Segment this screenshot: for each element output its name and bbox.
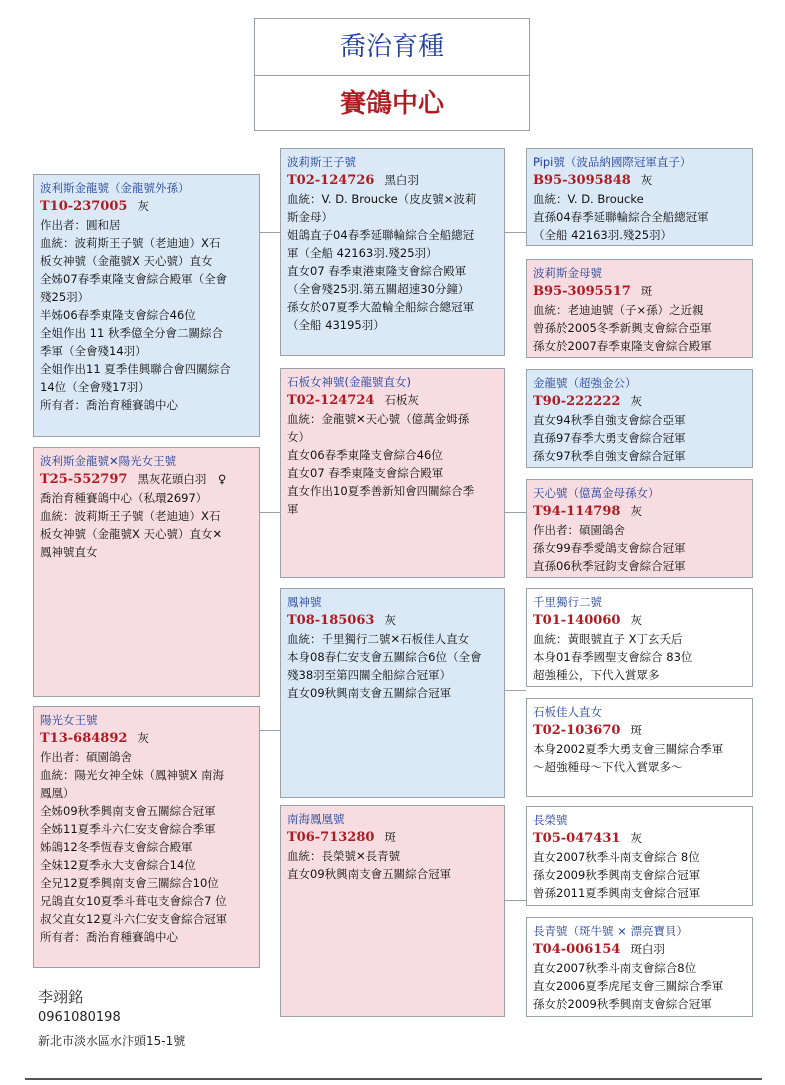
pigeon-name: 金龍號（超強金公） — [533, 376, 637, 390]
info-line: 所有者：喬治育種賽鴿中心 — [40, 930, 178, 944]
info-line: 曾孫於2005冬季新興支會綜合亞軍 — [533, 321, 712, 335]
info-line: ～超強種母～下代入賞眾多～ — [533, 760, 683, 774]
pigeon-name: 石板佳人直女 — [533, 705, 602, 719]
info-line: 直孫97春季大勇支會綜合冠軍 — [533, 431, 686, 445]
pedigree-box-dam-sire — [280, 588, 505, 798]
info-line: 血統：金龍號✕天心號（億萬金姆孫 — [287, 412, 470, 426]
info-line: 半姊06春季東隆支會綜合46位 — [40, 308, 196, 322]
ring-number: T06-713280 — [287, 830, 375, 845]
ring-number: T02-124724 — [287, 393, 375, 408]
connector-line — [505, 900, 526, 901]
info-line: 本身01春季國聖支會綜合 83位 — [533, 650, 693, 664]
pigeon-name: 波莉斯王子號 — [287, 155, 356, 169]
info-line: 殘38羽至第四關全船綜合冠軍） — [287, 668, 452, 682]
ring-number: T04-006154 — [533, 942, 621, 957]
info-line: 板女神號（金龍號X 天心號）直女 — [40, 254, 213, 268]
info-line: 全兄12夏季興南支會三關綜合10位 — [40, 876, 219, 890]
plumage-color: 石板灰 — [384, 393, 419, 407]
title-bottom: 賽鴿中心 — [339, 89, 444, 119]
info-line: 孫女於2009秋季興南支會綜合冠軍 — [533, 997, 712, 1011]
info-line: 直女09秋興南支會五關綜合冠軍 — [287, 867, 452, 881]
info-line: 姊鴿12冬季恆春支會綜合殿軍 — [40, 840, 193, 854]
connector-line — [260, 512, 280, 513]
plumage-color: 灰 — [630, 504, 642, 518]
plumage-color: 斑白羽 — [630, 942, 665, 956]
pedigree-box-sire — [280, 148, 505, 356]
connector-line — [260, 232, 280, 233]
connector-line — [505, 690, 526, 691]
info-line: 女） — [287, 430, 310, 444]
pigeon-name: 波莉斯金母號 — [533, 266, 602, 280]
info-line: 直女2006夏季虎尾支會三關綜合季軍 — [533, 979, 724, 993]
connector-line — [505, 512, 526, 513]
info-line: （全會殘25羽.第五關超速30分鐘） — [287, 282, 470, 296]
info-line: 本身2002夏季大勇支會三關綜合季軍 — [533, 742, 724, 756]
info-line: 鳳凰） — [40, 786, 75, 800]
plumage-color: 斑 — [384, 830, 396, 844]
ring-number: T25-552797 — [40, 472, 128, 487]
ring-number: T90-222222 — [533, 394, 621, 409]
title-top: 喬治育種 — [255, 19, 529, 76]
pedigree-box-r6 — [526, 698, 753, 797]
pigeon-name: 千里獨行二號 — [533, 595, 602, 609]
pigeon-name: 鳳神號 — [287, 595, 322, 609]
bottom-divider — [25, 1078, 762, 1080]
info-line: 直女07 春季東隆支會綜合殿軍 — [287, 466, 444, 480]
info-line: 軍 — [287, 502, 299, 516]
info-line: 殘25羽） — [40, 290, 90, 304]
info-line: 軍（全船 42163羽.殘25羽） — [287, 246, 438, 260]
ring-number: B95-3095848 — [533, 173, 631, 188]
plumage-color: 灰 — [137, 731, 149, 745]
info-line: 兄鴿直女10夏季斗葺屯支會綜合7 位 — [40, 894, 227, 908]
info-line: 血統：陽光女神全妹（鳳神號X 南海 — [40, 768, 225, 782]
info-line: 血統：老迪迪號（子×孫）之近親 — [533, 303, 704, 317]
owner-address: 新北市淡水區水汴頭15-1號 — [38, 1034, 186, 1048]
info-line: 孫女2009秋季興南支會綜合冠軍 — [533, 868, 701, 882]
pigeon-name: Pipi號（波品納國際冠軍直子） — [533, 155, 692, 169]
info-line: 全姊09秋季興南支會五關綜合冠軍 — [40, 804, 216, 818]
info-line: 全姐作出11 夏季佳興聯合會四關綜合 — [40, 362, 231, 376]
ring-number: T01-140060 — [533, 613, 621, 628]
pedigree-box-r3 — [526, 369, 753, 468]
info-line: 14位（全會殘17羽） — [40, 380, 150, 394]
info-line: 超強種公，下代入賞眾多 — [533, 668, 660, 682]
info-line: 直女2007秋季斗南支會綜合 8位 — [533, 850, 700, 864]
ring-number: T13-684892 — [40, 731, 128, 746]
owner-name: 李翊銘 — [38, 988, 84, 1006]
pedigree-box-r5 — [526, 588, 753, 687]
ring-number: B95-3095517 — [533, 284, 631, 299]
plumage-color: 斑 — [630, 723, 642, 737]
info-line: 全姊11夏季斗六仁安支會綜合季軍 — [40, 822, 216, 836]
pedigree-box-r7 — [526, 806, 753, 906]
pedigree-box-r4 — [526, 479, 753, 578]
info-line: （全船 42163羽.殘25羽） — [533, 228, 673, 242]
plumage-color: 斑 — [640, 284, 653, 298]
info-line: 血統：波莉斯王子號（老迪迪）X石 — [40, 236, 221, 250]
info-line: 血統：黃眼號直子 X丁玄夭后 — [533, 632, 683, 646]
info-line: （全船 43195羽） — [287, 318, 385, 332]
info-line: 作出者：碩園鴿舍 — [533, 523, 625, 537]
info-line: 全姊07春季東隆支會綜合殿軍（全會 — [40, 272, 228, 286]
info-line: 鳳神號直女 — [40, 545, 98, 559]
pedigree-box-dam — [33, 706, 260, 968]
pigeon-name: 石板女神號(金龍號直女) — [287, 375, 411, 389]
info-line: 直女作出10夏季善新知會四關綜合季 — [287, 484, 475, 498]
info-line: 作出者：圓和居 — [40, 218, 121, 232]
connector-line — [505, 232, 526, 233]
info-line: 血統：波莉斯王子號（老迪迪）X石 — [40, 509, 221, 523]
info-line: 血統：千里獨行二號✕石板佳人直女 — [287, 632, 470, 646]
info-line: 本身08春仁安支會五關綜合6位（全會 — [287, 650, 482, 664]
info-line: 血統：V. D. Broucke — [533, 192, 644, 206]
info-line: 直女09秋興南支會五關綜合冠軍 — [287, 686, 452, 700]
info-line: 所有者：喬治育種賽鴿中心 — [40, 398, 178, 412]
info-line: 叔父直女12夏斗六仁安支會綜合冠軍 — [40, 912, 228, 926]
plumage-color: 灰 — [384, 613, 396, 627]
pedigree-box-dam-dam — [280, 805, 505, 1017]
pigeon-name: 波利斯金龍號（金龍號外孫） — [40, 181, 190, 195]
pigeon-name: 長榮號 — [533, 813, 568, 827]
pigeon-name: 南海鳳凰號 — [287, 812, 345, 826]
pigeon-name: 長青號（斑牛號 × 漂亮寶貝） — [533, 924, 688, 938]
info-line: 直孫06秋季冠鈞支會綜合冠軍 — [533, 559, 686, 573]
plumage-color: 黑白羽 — [384, 173, 419, 187]
info-line: 作出者：碩園鴿舍 — [40, 750, 132, 764]
info-line: 斯金母） — [287, 210, 333, 224]
pedigree-box-r1 — [526, 148, 753, 246]
plumage-color: 灰 — [630, 394, 642, 408]
info-line: 血統：長榮號✕長青號 — [287, 849, 401, 863]
plumage-color: 黑灰花頭白羽 ♀ — [137, 472, 227, 486]
pedigree-box-subject — [33, 174, 260, 437]
pigeon-name: 天心號（億萬金母孫女） — [533, 486, 660, 500]
pedigree-box-granddam — [280, 368, 505, 578]
pigeon-name: 波利斯金龍號✕陽光女王號 — [40, 454, 177, 468]
ring-number: T02-103670 — [533, 723, 621, 738]
info-line: 直女07 春季東港東隆支會綜合殿軍 — [287, 264, 467, 278]
info-line: 全姐作出 11 秋季億全分會二關綜合 — [40, 326, 223, 340]
pedigree-box-r8 — [526, 917, 753, 1017]
plumage-color: 灰 — [630, 831, 642, 845]
info-line: 孫女99春季愛鴿支會綜合冠軍 — [533, 541, 686, 555]
info-line: 直女94秋季自強支會綜合亞軍 — [533, 413, 686, 427]
title-block — [254, 18, 530, 131]
plumage-color: 灰 — [630, 613, 642, 627]
ring-number: T94-114798 — [533, 504, 621, 519]
info-line: 直孫04春季延聯輪綜合全船總冠軍 — [533, 210, 709, 224]
plumage-color: 灰 — [137, 199, 149, 213]
ring-number: T05-047431 — [533, 831, 621, 846]
info-line: 板女神號（金龍號X 天心號）直女✕ — [40, 527, 223, 541]
info-line: 孫女於2007春季東隆支會綜合殿軍 — [533, 339, 712, 353]
info-line: 全妹12夏季永大支會綜合14位 — [40, 858, 196, 872]
info-line: 直女06春季東隆支會綜合46位 — [287, 448, 443, 462]
ring-number: T10-237005 — [40, 199, 128, 214]
info-line: 血統：V. D. Broucke（皮皮號×波莉 — [287, 192, 477, 206]
ring-number: T02-124726 — [287, 173, 375, 188]
owner-phone: 0961080198 — [38, 1010, 121, 1025]
info-line: 季軍（全會殘14羽） — [40, 344, 147, 358]
pigeon-name: 陽光女王號 — [40, 713, 98, 727]
ring-number: T08-185063 — [287, 613, 375, 628]
info-line: 孫女97秋季自強支會綜合冠軍 — [533, 449, 686, 463]
info-line: 喬治育種賽鴿中心（私環2697） — [40, 491, 208, 505]
info-line: 孫女於07夏季大盈輪全船綜合總冠軍 — [287, 300, 475, 314]
connector-line — [260, 730, 280, 731]
pedigree-box-r2 — [526, 259, 753, 358]
plumage-color: 灰 — [640, 173, 653, 187]
info-line: 姐鴿直子04春季延聯輪綜合全船總冠 — [287, 228, 475, 242]
info-line: 曾孫2011夏季興南支會綜合冠軍 — [533, 886, 701, 900]
info-line: 直女2007秋季斗南支會綜合8位 — [533, 961, 697, 975]
pedigree-box-offspring — [33, 447, 260, 697]
